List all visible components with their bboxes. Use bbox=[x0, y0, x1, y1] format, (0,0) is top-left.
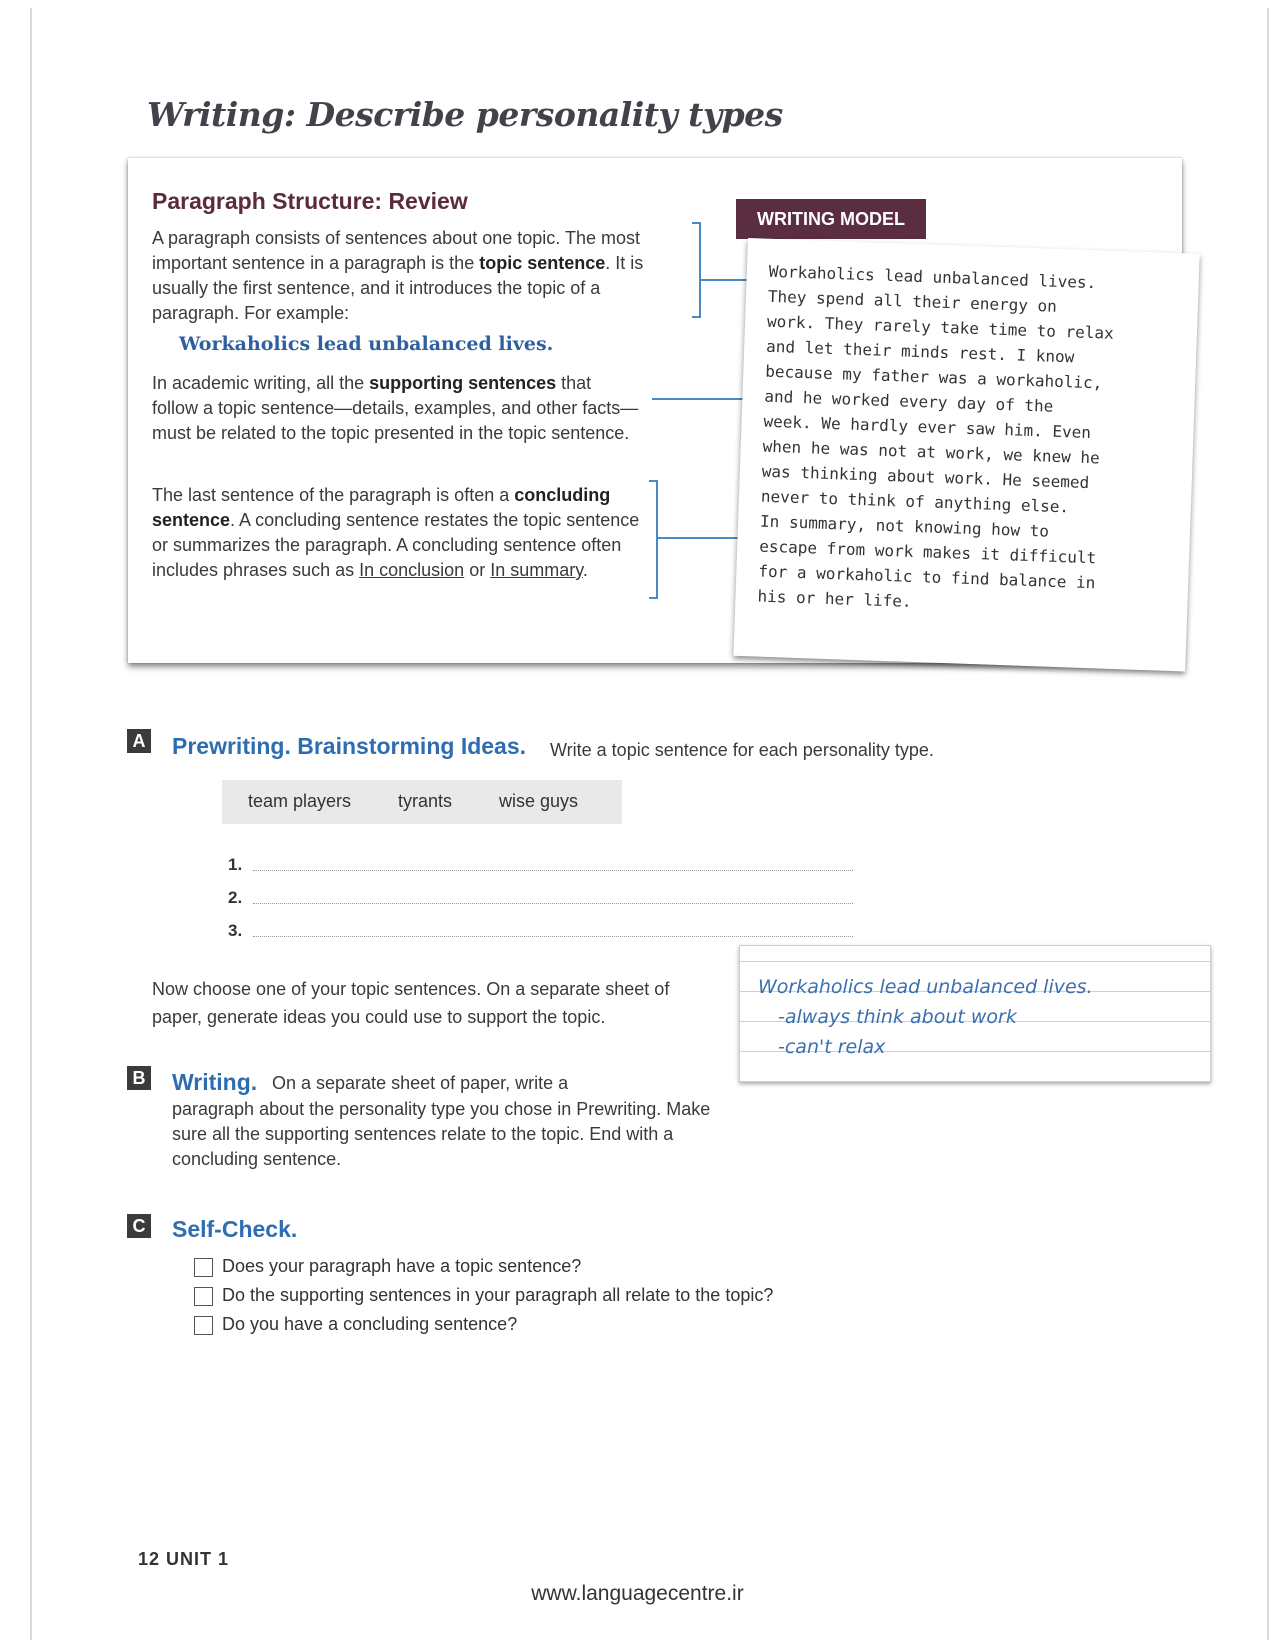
section-b-instruction: On a separate sheet of paper, write a bbox=[272, 1073, 569, 1093]
p3-underline-1: In conclusion bbox=[359, 560, 465, 580]
answer-line-3[interactable] bbox=[253, 936, 853, 937]
section-c-letter: C bbox=[127, 1214, 151, 1238]
checklist-item-3: Do you have a concluding sentence? bbox=[222, 1314, 518, 1334]
p1-bold: topic sentence bbox=[479, 253, 606, 273]
page-number: 12 UNIT 1 bbox=[138, 1549, 230, 1569]
website-url[interactable]: www.languagecentre.ir bbox=[531, 1582, 744, 1605]
brainstorm-note bbox=[739, 945, 1211, 1082]
section-c-title: Self-Check. bbox=[172, 1216, 298, 1242]
review-paragraph-2 bbox=[152, 371, 642, 446]
p3-text-b: . A concluding sentence restates the topic sentence or summarizes the paragraph. A concluding sentence often includes phrases such as bbox=[152, 510, 640, 580]
section-b-letter: B bbox=[127, 1066, 151, 1090]
p3-underline-2: In summary bbox=[490, 560, 583, 580]
answer-number-2: 2. bbox=[228, 888, 243, 907]
checklist-item-2: Do the supporting sentences in your paragraph all relate to the topic? bbox=[222, 1285, 774, 1305]
word-bank bbox=[222, 780, 622, 824]
word-bank-item: tyrants bbox=[398, 791, 453, 811]
p3-text-a: The last sentence of the paragraph is often a bbox=[152, 485, 515, 505]
p2-bold: supporting sentences bbox=[369, 373, 557, 393]
p3-text-d: . bbox=[582, 560, 588, 580]
section-a-instruction: Write a topic sentence for each personality type. bbox=[550, 740, 934, 760]
section-a-title: Prewriting. Brainstorming Ideas. bbox=[172, 733, 527, 759]
section-a-letter: A bbox=[127, 729, 151, 753]
checklist-item-1: Does your paragraph have a topic sentence? bbox=[222, 1256, 582, 1276]
p2-text-a: In academic writing, all the bbox=[152, 373, 370, 393]
note-line-2: -always think about work bbox=[778, 1006, 1017, 1028]
review-heading: Paragraph Structure: Review bbox=[152, 188, 468, 214]
answer-line-2[interactable] bbox=[253, 903, 853, 904]
page-title: Writing: Describe personality types bbox=[147, 95, 783, 134]
note-rule bbox=[740, 961, 1210, 962]
example-topic-sentence: Workaholics lead unbalanced lives. bbox=[179, 333, 554, 355]
concluding-bracket bbox=[649, 480, 658, 599]
p1-text-a: A paragraph consists of sentences about one topic. The most important sentence in a paragraph is the bbox=[152, 228, 640, 273]
writing-model-card bbox=[733, 238, 1199, 672]
checkbox-2[interactable] bbox=[194, 1287, 213, 1306]
p2-text-b: that follow a topic sentence—details, examples, and other facts—must be related to the topic presented in the topic sentence. bbox=[152, 373, 639, 443]
p3-text-c: or bbox=[464, 560, 491, 580]
section-b-title: Writing. bbox=[172, 1069, 258, 1095]
word-bank-item: team players bbox=[248, 791, 352, 811]
checkbox-3[interactable] bbox=[194, 1316, 213, 1335]
p3-bold: concluding sentence bbox=[152, 485, 611, 530]
answer-line-1[interactable] bbox=[253, 870, 853, 871]
review-paragraph-1 bbox=[152, 226, 692, 326]
review-paragraph-3 bbox=[152, 483, 657, 583]
writing-model-label: WRITING MODEL bbox=[736, 199, 926, 239]
checkbox-1[interactable] bbox=[194, 1258, 213, 1277]
topic-bracket bbox=[692, 222, 701, 318]
section-b-body: paragraph about the personality type you chose in Prewriting. Make sure all the supporting sentences relate to the topic. End with a concluding sentence. bbox=[172, 1099, 711, 1169]
p1-text-b: . It is usually the first sentence, and it introduces the topic of a paragraph. For example: bbox=[152, 253, 644, 323]
section-a-follow-up: Now choose one of your topic sentences. On a separate sheet of paper, generate ideas you could use to support the topic. bbox=[152, 979, 670, 1027]
writing-model-text: Workaholics lead unbalanced lives. They spend all their energy on work. They rarely take time to relax and let their minds rest. I know because my father was a workaholic, and he worked every day of the week. We hardly ever saw him. Even when he was not at work, we knew he was thinking about work. He seemed never to think of anything else. In summary, not knowing how to escape from work makes it difficult for a workaholic to find balance in his or her life. bbox=[757, 261, 1115, 611]
answer-number-1: 1. bbox=[228, 855, 243, 874]
answer-number-3: 3. bbox=[228, 921, 243, 940]
word-bank-item: wise guys bbox=[499, 791, 579, 811]
note-line-3: -can't relax bbox=[778, 1036, 886, 1058]
note-line-1: Workaholics lead unbalanced lives. bbox=[758, 976, 1093, 998]
